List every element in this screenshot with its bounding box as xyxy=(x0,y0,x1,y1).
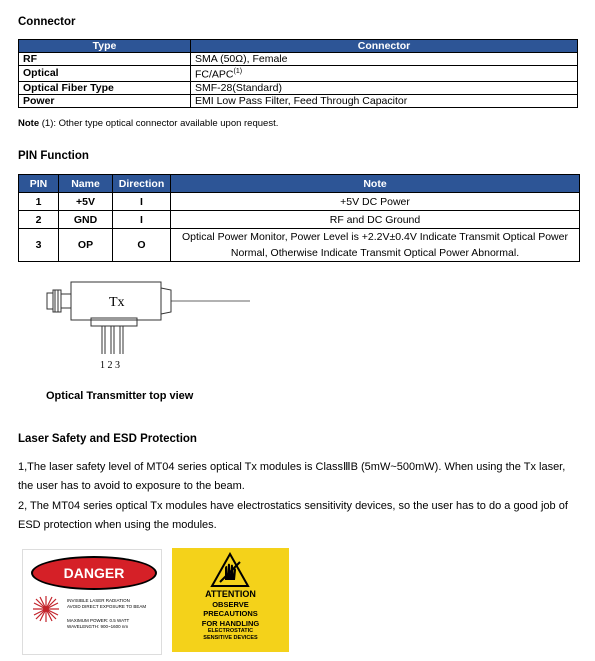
table-row xyxy=(19,66,578,82)
table-row xyxy=(19,53,578,66)
laser-starburst-icon xyxy=(31,594,61,624)
row-label: RF xyxy=(19,53,191,66)
pin-direction: I xyxy=(113,193,171,211)
row-value: SMA (50Ω), Female xyxy=(191,53,578,66)
connector-left xyxy=(47,290,71,312)
connector-table xyxy=(18,39,578,108)
pin-direction: I xyxy=(113,211,171,229)
connector-note: Note (1): Other type optical connector available upon request. xyxy=(18,118,279,129)
pin-note: RF and DC Ground xyxy=(171,211,580,229)
danger-title: DANGER xyxy=(63,565,125,581)
pin-name: GND xyxy=(59,211,113,229)
connector-heading: Connector xyxy=(18,16,76,28)
col-type: Type xyxy=(19,40,191,53)
col-name: Name xyxy=(59,175,113,193)
table-row xyxy=(19,211,580,229)
pin-note: +5V DC Power xyxy=(171,193,580,211)
diagram-caption: Optical Transmitter top view xyxy=(46,390,194,402)
pin-number: 3 xyxy=(19,229,59,262)
danger-label xyxy=(22,549,162,655)
danger-oval xyxy=(31,556,157,590)
pins xyxy=(102,326,123,354)
esd-hand-icon xyxy=(210,552,250,588)
transmitter-diagram xyxy=(45,270,255,380)
attention-text: ATTENTION OBSERVE PRECAUTIONS FOR HANDLING ELECTROSTATIC SENSITIVE DEVICES xyxy=(201,589,260,641)
col-pin: PIN xyxy=(19,175,59,193)
pin-table xyxy=(18,174,580,262)
pin-heading: PIN Function xyxy=(18,150,89,162)
attention-label xyxy=(172,548,289,652)
col-note: Note xyxy=(171,175,580,193)
col-direction: Direction xyxy=(113,175,171,193)
pin-number: 2 xyxy=(19,211,59,229)
pin-header-row xyxy=(19,175,580,193)
pin-direction: O xyxy=(113,229,171,262)
pin-number: 1 xyxy=(19,193,59,211)
pin-numbers: 1 2 3 xyxy=(100,360,120,371)
table-row xyxy=(19,94,578,107)
tx-label: Tx xyxy=(109,295,125,310)
pin-name: OP xyxy=(59,229,113,262)
safety-paragraph-1: 1,The laser safety level of MT04 series optical Tx modules is ClassⅢB (5mW~500mW). When using the Tx laser, the user has to avoid to exposure to the beam. xyxy=(18,461,566,492)
row-label: Optical Fiber Type xyxy=(19,81,191,94)
safety-paragraph-2: 2, The MT04 series optical Tx modules have electrostatics sensitivity devices, so the user has to do a good job of ESD protection when using the modules. xyxy=(18,500,568,531)
connector-header-row xyxy=(19,40,578,53)
row-value: EMI Low Pass Filter, Feed Through Capacitor xyxy=(191,94,578,107)
module-body xyxy=(71,282,250,326)
row-value: SMF-28(Standard) xyxy=(191,81,578,94)
pin-note: Optical Power Monitor, Power Level is +2.2V±0.4V Indicate Transmit Optical Power Normal, Otherwise Indicate Transmit Optical Power Abnormal. xyxy=(171,229,580,262)
safety-heading: Laser Safety and ESD Protection xyxy=(18,433,197,445)
table-row xyxy=(19,81,578,94)
table-row xyxy=(19,193,580,211)
col-connector: Connector xyxy=(191,40,578,53)
danger-specs: MAXIMUM POWER: 0.5 WATT WAVELENGTH: 900~1600 nm xyxy=(67,618,130,629)
danger-text: INVISIBLE LASER RADIATION AVOID DIRECT EXPOSURE TO BEAM xyxy=(67,598,147,609)
pin-name: +5V xyxy=(59,193,113,211)
row-label: Optical xyxy=(19,66,191,82)
row-value: FC/APC$^{(1)}$ xyxy=(191,66,578,82)
table-row xyxy=(19,229,580,262)
row-label: Power xyxy=(19,94,191,107)
footnote-marker: (1) xyxy=(233,68,243,75)
